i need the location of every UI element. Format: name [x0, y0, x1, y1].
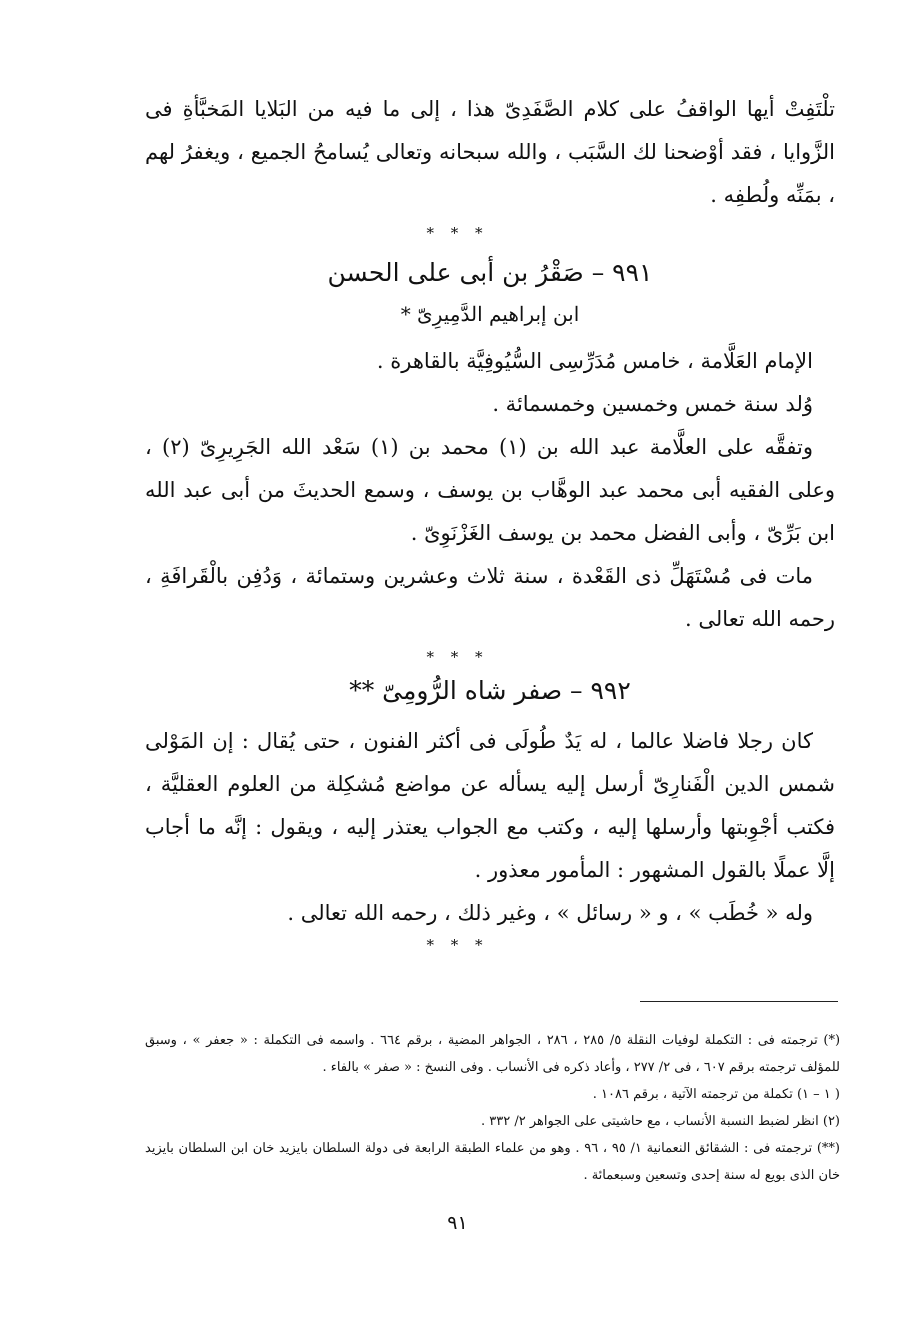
section-separator: * * * [426, 224, 489, 242]
footnote-divider [640, 1001, 838, 1002]
entry-991-body [145, 340, 835, 641]
entry-991-title: ٩٩١ – صَقْرُ بن أبى على الحسن [327, 258, 653, 287]
entry-991-paragraph: مات فى مُسْتَهَلِّ ذى القَعْدة ، سنة ثلاث وعشرين وستمائة ، وَدُفِن بالْقَرافَةِ ، رحمه الله تعالى . [145, 564, 835, 631]
entry-991-paragraph: الإمام العَلَّامة ، خامس مُدَرِّسِى السُّيُوفِيَّة بالقاهرة . [376, 349, 813, 373]
entry-992-paragraph: وله « خُطَب » ، و « رسائل » ، وغير ذلك ، رحمه الله تعالى . [287, 901, 813, 925]
entry-992-paragraph: كان رجلا فاضلا عالما ، له يَدٌ طُولَى فى أكثر الفنون ، حتى يُقال : إن المَوْلى شمس الدين الْفَنارِىّ أرسل إليه يسأله عن مواضع مُشكِلة من العلوم العقليَّة ، فكتب أجْوِبتها وأرسلها إليه ، وكتب مع الجواب يعتذر إليه ، ويقول : إنَّه ما أجاب إلَّا عملًا بالقول المشهور : المأمور معذور . [145, 729, 835, 882]
intro-paragraph: تلْتَفِتْ أيها الواقفُ على كلام الصَّفَدِىّ هذا ، إلى ما فيه من البَلايا المَخبَّأةِ فى الزَّوايا ، فقد أوْضحنا لك السَّبَب ، والله سبحانه وتعالى يُسامحُ الجميع ، ويغفرُ لهم ، بمَنِّه ولُطفِه . [145, 97, 835, 207]
entry-992-title: ٩٩٢ – صفر شاه الرُّومِىّ ** [349, 676, 631, 705]
entry-991-paragraph: وتفقَّه على العلَّامة عبد الله بن (١) محمد بن (١) سَعْد الله الجَرِيرِىّ (٢) ، وعلى الفقيه أبى محمد عبد الوهَّاب بن يوسف ، وسمع الحديثَ من أبى عبد الله ابن بَرِّىّ ، وأبى الفضل محمد بن يوسف الغَزْنَوِىّ . [145, 435, 835, 545]
entry-992-body [145, 720, 835, 935]
footnotes [145, 1027, 840, 1189]
section-separator: * * * [426, 936, 489, 954]
footnote: (*) ترجمته فى : التكملة لوفيات النقلة ٥/ ٢٨٥ ، ٢٨٦ ، الجواهر المضية ، برقم ٦٦٤ . واسمه فى التكملة : « جعفر » ، وسبق للمؤلف ترجمته برقم ٦٠٧ ، فى ٢/ ٢٧٧ ، وأعاد ذكره فى الأنساب . وفى النسخ : « صفر » بالفاء . [145, 1033, 841, 1075]
intro-text [145, 88, 835, 217]
entry-991-subtitle: ابن إبراهيم الدَّمِيرِىّ * [400, 302, 580, 326]
footnote: (٢) انظر لضبط النسبة الأنساب ، مع حاشيتى على الجواهر ٢/ ٣٣٢ . [480, 1114, 840, 1129]
page-number: ٩١ [447, 1212, 468, 1234]
section-separator: * * * [426, 648, 489, 666]
entry-991-paragraph: وُلد سنة خمس وخمسين وخمسمائة . [492, 392, 813, 416]
footnote: ( ١ – ١) تكملة من ترجمته الآتية ، برقم ١٠٨٦ . [592, 1087, 840, 1102]
footnote: (**) ترجمته فى : الشقائق النعمانية ١/ ٩٥ ، ٩٦ . وهو من علماء الطبقة الرابعة فى دولة السلطان بايزيد خان ابن السلطان بايزيد خان الذى بويع له سنة إحدى وتسعين وسبعمائة . [145, 1141, 840, 1183]
